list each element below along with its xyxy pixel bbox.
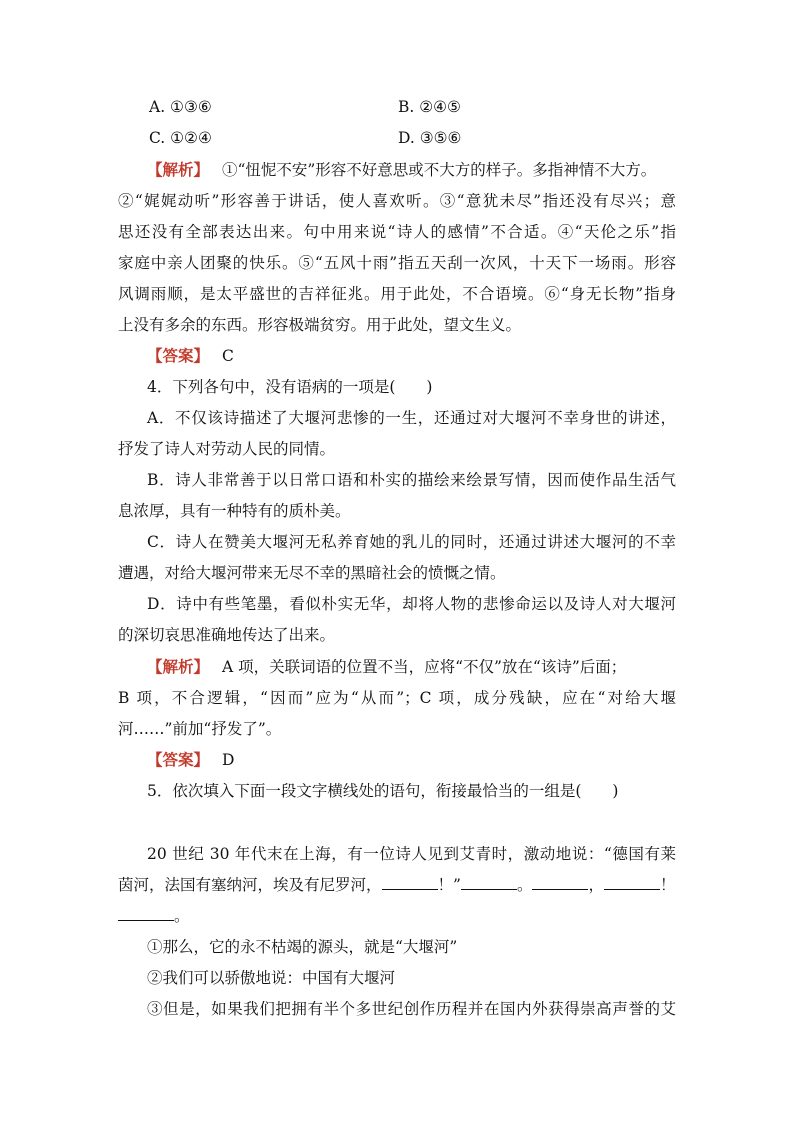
q4-option-b-line-1: B．诗人非常善于以日常口语和朴实的描绘来绘景写情，因而使作品生活气 <box>147 471 676 489</box>
analysis-label: 【解析】 <box>147 160 210 179</box>
q3-analysis-line-3: 思还没有全部表达出来。句中用来说“诗人的感情”不合适。④“天伦之乐”指 <box>118 223 676 241</box>
q4-option-b-line-2: 息浓厚，具有一种特有的质朴美。 <box>118 502 351 520</box>
q4-option-a-line-2: 抒发了诗人对劳动人民的同情。 <box>118 440 336 458</box>
option-d: D. ③⑤⑥ <box>398 129 462 147</box>
q4-option-d-line-2: 的深切哀思准确地传达了出来。 <box>118 626 336 644</box>
blank-3[interactable] <box>532 875 588 890</box>
q3-analysis-line-6: 上没有多余的东西。形容极端贫穷。用于此处，望文生义。 <box>118 316 522 334</box>
q5-passage-line-2: 茵河，法国有塞纳河，埃及有尼罗河， ！” 。 ， ！ <box>118 876 676 894</box>
blank-4[interactable] <box>604 875 660 890</box>
analysis-label: 【解析】 <box>147 657 210 676</box>
q4-option-d-line-1: D．诗中有些笔墨，看似朴实无华，却将人物的悲惨命运以及诗人对大堰河 <box>147 595 676 613</box>
q4-option-c-line-2: 遭遇，对给大堰河带来无尽不幸的黑暗社会的愤慨之情。 <box>118 564 506 582</box>
q3-analysis-line-5: 风调雨顺，是太平盛世的吉祥征兆。用于此处，不合语境。⑥“身无长物”指身 <box>118 285 676 303</box>
answer-label: 【答案】 <box>147 346 210 365</box>
q3-analysis-line-1: 【解析】 ①“忸怩不安”形容不好意思或不大方的样子。多指神情不大方。 <box>147 160 657 179</box>
q4-analysis-line-1: 【解析】 A 项，关联词语的位置不当，应将“不仅”放在“该诗”后面； <box>147 657 627 676</box>
answer-label: 【答案】 <box>147 750 210 769</box>
q4-stem: 4．下列各句中，没有语病的一项是( ) <box>147 378 433 396</box>
q5-item-2: ②我们可以骄傲地说：中国有大堰河 <box>147 969 396 987</box>
q5-item-1: ①那么，它的永不枯竭的源头，就是“大堰河” <box>147 938 458 956</box>
q3-analysis-line-2: ②“娓娓动听”形容善于讲话，使人喜欢听。③“意犹未尽”指还没有尽兴；意 <box>118 192 676 210</box>
q5-passage-line-3: 。 <box>118 905 190 927</box>
blank-5[interactable] <box>118 906 174 921</box>
q3-analysis-line-4: 家庭中亲人团聚的快乐。⑤“五风十雨”指五天刮一次风，十天下一场雨。形容 <box>118 254 676 272</box>
q4-option-c-line-1: C．诗人在赞美大堰河无私养育她的乳儿的同时，还通过讲述大堰河的不幸 <box>147 533 676 551</box>
blank-2[interactable] <box>461 875 517 890</box>
q3-answer: 【答案】 C <box>147 346 234 365</box>
q5-item-3: ③但是，如果我们把拥有半个多世纪创作历程并在国内外获得崇高声誉的艾 <box>147 1000 676 1018</box>
q5-stem: 5．依次填入下面一段文字横线处的语句，衔接最恰当的一组是( ) <box>147 782 619 800</box>
option-b: B. ②④⑤ <box>398 98 461 116</box>
q4-analysis-line-3: 河……”前加“抒发了”。 <box>118 720 282 738</box>
option-c: C. ①②④ <box>149 129 212 147</box>
option-a: A. ①③⑥ <box>149 98 212 116</box>
q4-option-a-line-1: A．不仅该诗描述了大堰河悲惨的一生，还通过对大堰河不幸身世的讲述， <box>147 409 676 427</box>
q4-analysis-line-2: B 项，不合逻辑，“因而”应为“从而”；C 项，成分残缺，应在“对给大堰 <box>118 689 676 707</box>
blank-1[interactable] <box>382 875 438 890</box>
q4-answer: 【答案】 D <box>147 750 235 769</box>
q5-passage-line-1: 20 世纪 30 年代末在上海，有一位诗人见到艾青时，激动地说：“德国有莱 <box>147 845 676 863</box>
